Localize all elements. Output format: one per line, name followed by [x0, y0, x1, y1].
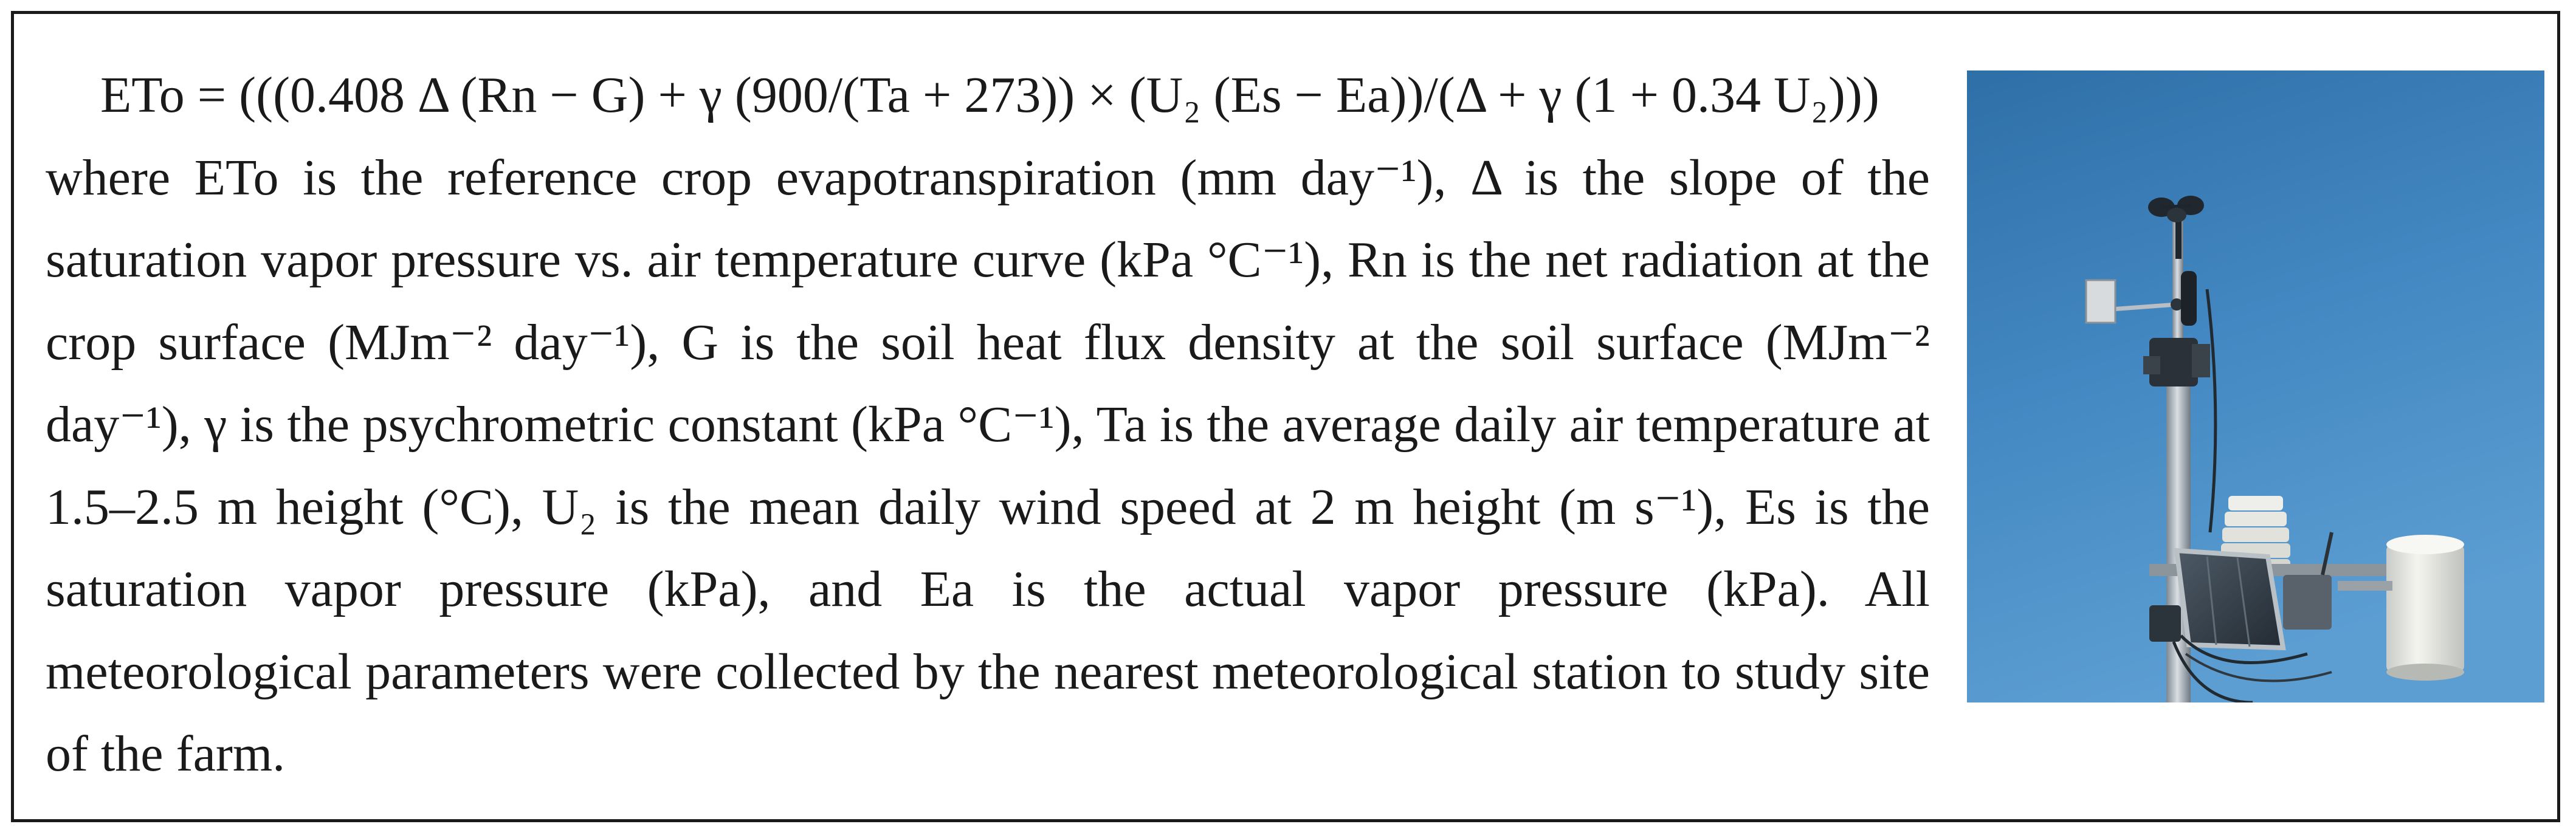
variable-definitions: where ETo is the reference crop evapotranspiration (mm day⁻¹), Δ is the slope of the saturation vapor pressure vs. air temperature curve (kPa °C⁻¹), Rn is the net radiation at the crop surface (MJm⁻² day⁻¹), G is the soil heat flux density at the soil surface (MJm⁻² day⁻¹), γ is the psychrometric constant (kPa °C⁻¹), Ta is the average daily air temperature at 1.5–2.5 m height (°C), U₂ is the mean daily wind speed at 2 m height (m s⁻¹), Es is the saturation vapor pressure (kPa), and Ea is the actual vapor pressure (kPa). All meteorological parameters were collected by the nearest meteorological station to study site of the farm. — [46, 149, 1930, 782]
figure-box — [11, 11, 2560, 822]
weather-station-photo — [1967, 70, 2544, 702]
weather-station-illustration — [1967, 70, 2544, 702]
solar-panel-icon — [2177, 551, 2283, 648]
penman-monteith-equation: ETo = (((0.408 Δ (Rn − G) + γ (900/(Ta + 273)) × (U₂ (Es − Ea))/(Δ + γ (1 + 0.34 U₂))) — [100, 67, 1879, 123]
text-block — [46, 54, 1930, 795]
